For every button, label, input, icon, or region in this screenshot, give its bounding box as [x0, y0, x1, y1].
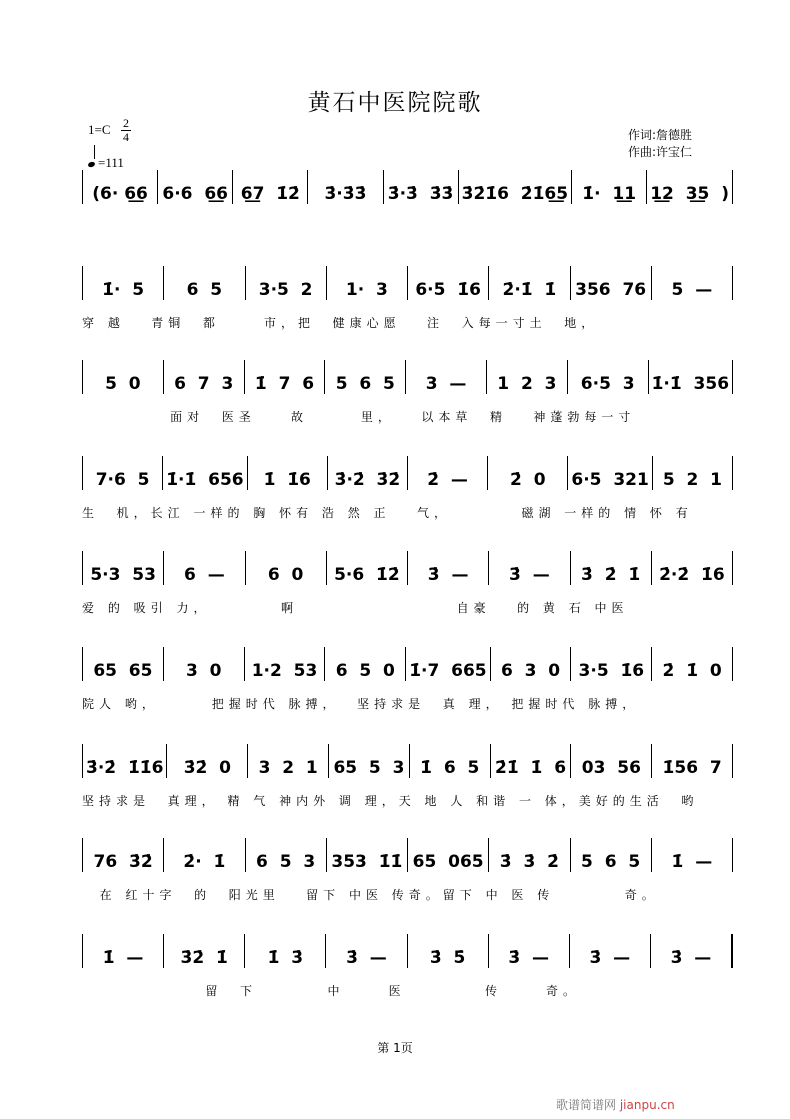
measure: 5 —: [652, 266, 733, 300]
lyricist: 作词:詹德胜: [628, 128, 693, 142]
measure: 1̇ 6 5: [410, 744, 491, 778]
measure: 3̇ —: [489, 551, 570, 585]
measure: 6 5 3: [246, 838, 327, 872]
measure: 3̇ 2̇ 1̇: [571, 551, 652, 585]
measure: 1̇ —: [652, 838, 733, 872]
notation-line: [82, 360, 733, 394]
notation-line: [82, 456, 733, 490]
measure: 7·6 5: [83, 456, 163, 490]
measure: 1̇· 1͟1: [572, 170, 647, 204]
measure: 5 0: [83, 360, 164, 394]
score-system: [0, 647, 790, 737]
measure: 3̇·2̇ 3̇2̇: [328, 456, 408, 490]
measure: 6 —: [164, 551, 245, 585]
measure: 6 5: [164, 266, 245, 300]
measure: 6·6 6͟6: [158, 170, 233, 204]
lyrics-line: 留 下 中 医 传 奇。: [82, 984, 581, 998]
measure: 1· 3: [327, 266, 408, 300]
measure: 65 65: [83, 647, 164, 681]
measure: 2̇ —: [408, 456, 488, 490]
measure: 3 2 1: [248, 744, 329, 778]
score-system: [0, 551, 790, 641]
quarter-note-icon: [87, 161, 95, 168]
measure: 1͟2 3͟5 ): [647, 170, 733, 204]
score-system: [0, 360, 790, 450]
measure: 65 5 3: [329, 744, 410, 778]
time-sig-top: 2: [123, 116, 129, 130]
measure: 1̇56 7: [652, 744, 733, 778]
measure: 6 3 0: [491, 647, 572, 681]
credits: [628, 127, 692, 161]
score-system: [0, 170, 790, 260]
measure: 2̇ 1̇ 0: [652, 647, 733, 681]
time-signature: [121, 117, 131, 144]
measure: 5·3 53: [83, 551, 164, 585]
lyrics-line: 生 机，长江 一样的 胸 怀有 浩 然 正 气， 磁湖 一样的 情 怀 有: [82, 506, 693, 520]
notation-line: [82, 934, 733, 968]
measure: 1̇ 7 6: [245, 360, 326, 394]
measure: 3̇ —: [570, 934, 651, 968]
notation-line: [82, 647, 733, 681]
key-signature: 1=C: [88, 122, 111, 137]
measure: 1̇·7 665: [406, 647, 490, 681]
measure: 5 6 5: [571, 838, 652, 872]
measure: 65 065: [408, 838, 489, 872]
lyrics-line: 爱 的 吸引 力， 啊 自豪 的 黄 石 中医: [82, 601, 629, 615]
lyrics-line: 穿 越 青铜 都 市，把 健康心愿 注 入每一寸土 地，: [82, 316, 599, 330]
measure: 2̇·1̇ 1̇: [489, 266, 570, 300]
lyrics-line: 在 红十字 的 阳光里 留下 中医 传奇。留下 中 医 传 奇。: [82, 888, 659, 902]
measure: 3̇ —: [651, 934, 733, 968]
measure: (6· 6͟6: [83, 170, 158, 204]
measure: 3̇2̇ 1̇: [164, 934, 245, 968]
measure: 3̇·2̇ 1̇1̇6: [83, 744, 167, 778]
measure: 3̇ 5̇: [408, 934, 489, 968]
time-sig-bottom: 4: [123, 130, 129, 144]
measure: 1̇· 5: [83, 266, 164, 300]
composer: 作曲:许宝仁: [628, 145, 693, 159]
measure: 3̇ —: [326, 934, 407, 968]
measure: 353 1̇1̇: [327, 838, 408, 872]
score-system: [0, 744, 790, 834]
measure: 1̇·1̇ 656: [163, 456, 247, 490]
measure: 6·5 321: [568, 456, 652, 490]
measure: 3̇2̇ 0: [167, 744, 248, 778]
tempo-marking: [88, 155, 124, 171]
notation-line: [82, 170, 733, 204]
notation-line: [82, 838, 733, 872]
measure: 3̇ —: [408, 551, 489, 585]
measure: 3̇ —: [489, 934, 570, 968]
lyrics-line: 坚持求是 真理， 精 气 神内外 调 理，天 地 人 和谐 一 体，美好的生活 哟: [82, 794, 699, 808]
measure: 6·5 3: [568, 360, 649, 394]
measure: 5 2 1: [653, 456, 733, 490]
measure: 2̇1̇ 1̇ 6: [491, 744, 572, 778]
measure: 1̇ —: [83, 934, 164, 968]
score-system: [0, 456, 790, 546]
measure: 2̇ 0: [488, 456, 568, 490]
measure: 03 56: [571, 744, 652, 778]
measure: 3̇·3̇3̇: [308, 170, 383, 204]
notation-line: [82, 744, 733, 778]
measure: 2̇· 1̇: [164, 838, 245, 872]
measure: 356 76: [571, 266, 652, 300]
song-title: 黄石中医院院歌: [307, 90, 483, 116]
measure: 3·5 2: [246, 266, 327, 300]
score-system: [0, 838, 790, 928]
measure: 6 0: [246, 551, 327, 585]
measure: 1̇ 1̇6: [248, 456, 328, 490]
measure: 76 3̇2̇: [83, 838, 164, 872]
measure: 3̇ 3̇ 2̇: [489, 838, 570, 872]
notation-line: [82, 266, 733, 300]
tempo-value: =111: [98, 155, 124, 170]
page-number: 第 1页: [377, 1041, 413, 1055]
measure: 1 2 3: [487, 360, 568, 394]
measure: 3̇2̇1̇6 2̇1̇6͟5: [459, 170, 572, 204]
measure: 5·6 1̇2̇: [327, 551, 408, 585]
measure: 1·2 53: [245, 647, 326, 681]
notation-line: [82, 551, 733, 585]
measure: 6 7 3: [164, 360, 245, 394]
measure: 5 6 5: [325, 360, 406, 394]
measure: 3·5 1̇6: [571, 647, 652, 681]
measure: 6͟7 1̇2̇: [233, 170, 308, 204]
measure: 1̇·1̇ 356: [649, 360, 733, 394]
score-system: [0, 934, 790, 1024]
measure: 3̇·3̇ 3̇3̇: [384, 170, 459, 204]
measure: 1̇ 3̇: [245, 934, 326, 968]
measure: 2̇·2̇ 1̇6: [652, 551, 733, 585]
measure: 6 5 0: [325, 647, 406, 681]
measure: 3 —: [406, 360, 487, 394]
score-system: [0, 266, 790, 356]
lyrics-line: 面对 医圣 故 里， 以本草 精 神蓬勃每一寸: [82, 410, 636, 424]
measure: 3 0: [164, 647, 245, 681]
measure: 6·5 1̇6: [408, 266, 489, 300]
watermark: 歌谱简谱网 jianpu.cn: [556, 1098, 675, 1112]
lyrics-line: 院人 哟， 把握时代 脉搏， 坚持求是 真 理， 把握时代 脉搏，: [82, 697, 640, 711]
